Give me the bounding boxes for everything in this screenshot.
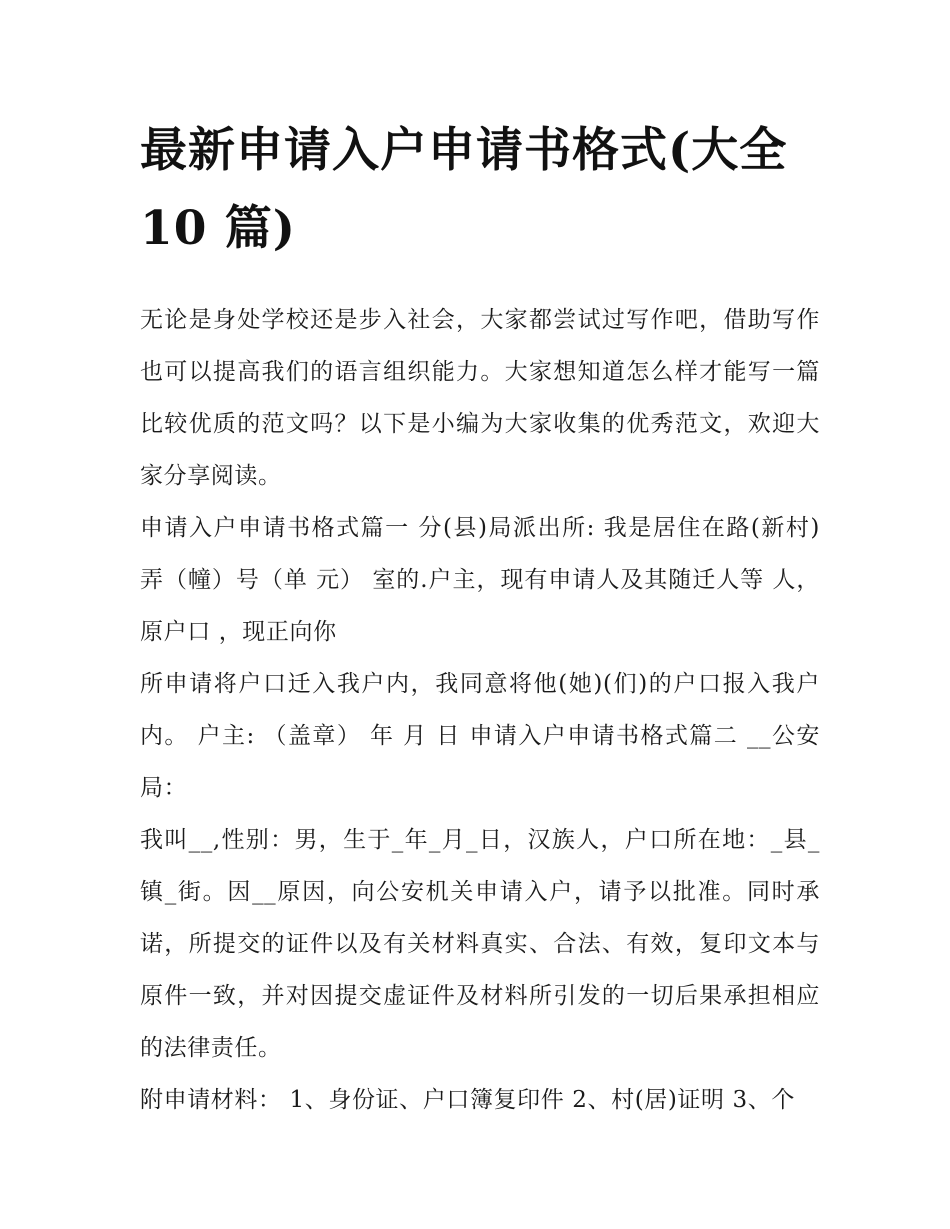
document-title: 最新申请入户申请书格式(大全 10 篇): [140, 123, 788, 256]
paragraph-intro: 无论是身处学校还是步入社会，大家都尝试过写作吧，借助写作也可以提高我们的语言组织能力。大家想知道怎么样才能写一篇比较优质的范文吗？以下是小编为大家收集的优秀范文，欢迎大家分享阅读。: [140, 307, 820, 489]
paragraph-template-one-continued: 所申请将户口迁入我户内，我同意将他(她)(们)的户口报入我户内。 户主: （盖章） 年 月 日 申请入户申请书格式篇二 __公安局：: [140, 671, 820, 801]
document-body: [140, 112, 820, 1126]
paragraph-template-two: 我叫__,性别：男，生于_年_月_日，汉族人，户口所在地：_县_镇_街。因__原因，向公安机关申请入户，请予以批准。同时承诺，所提交的证件以及有关材料真实、合法、有效，复印文本与原件一致，并对因提交虚证件及材料所引发的一切后果承担相应的法律责任。: [140, 827, 820, 1061]
paragraph-template-one: 申请入户申请书格式篇一 分(县)局派出所: 我是居住在路(新村) 弄（幢）号（单 元） 室的.户主，现有申请人及其随迁人等 人，原户口 ，现正向你: [140, 515, 821, 645]
paragraph-attachments: 附申请材料： 1、身份证、户口簿复印件 2、村(居)证明 3、个: [140, 1087, 795, 1113]
